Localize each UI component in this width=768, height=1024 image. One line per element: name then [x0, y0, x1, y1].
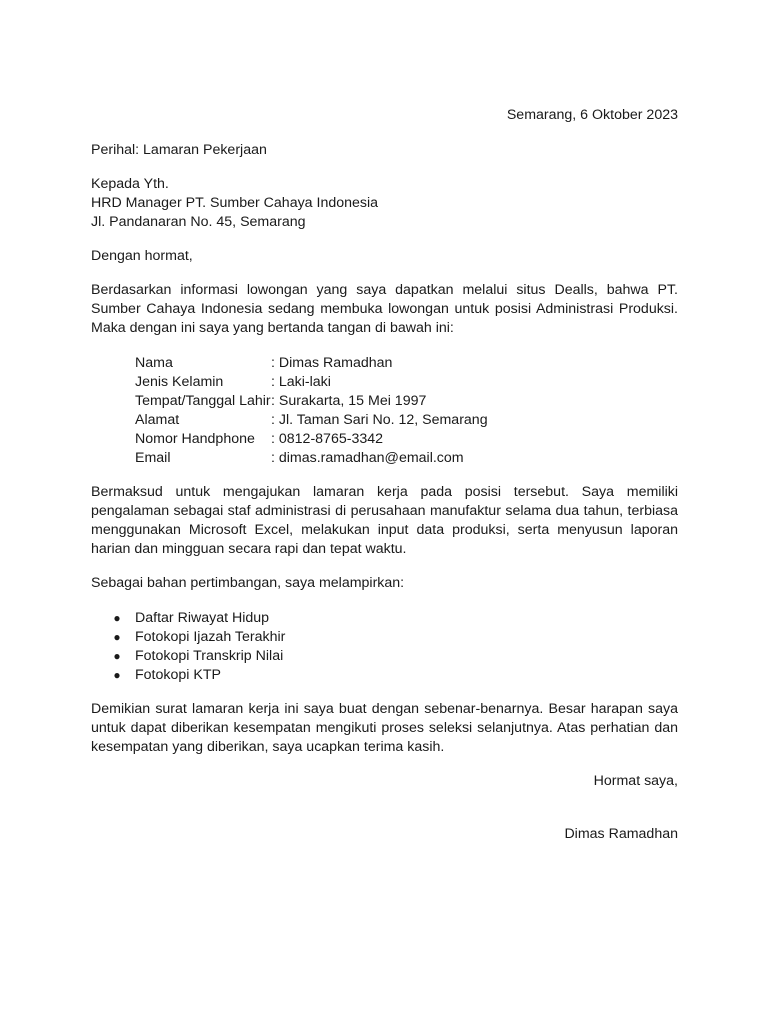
bullet-icon: ●: [113, 630, 121, 644]
applicant-details-table: [135, 354, 488, 468]
detail-label: Email: [135, 450, 171, 466]
detail-value: : Laki-laki: [271, 374, 331, 390]
attachment-label: Fotokopi Ijazah Terakhir: [135, 629, 286, 645]
detail-label: Alamat: [135, 412, 180, 428]
recipient-line-3: Jl. Pandanaran No. 45, Semarang: [91, 214, 306, 230]
detail-row: [135, 373, 488, 392]
closing-paragraph: Demikian surat lamaran kerja ini saya buat dengan sebenar-benarnya. Besar harapan saya untuk dapat diberikan kesempatan mengikuti proses seleksi selanjutnya. Atas perhatian dan kesempatan yang diberikan, saya ucapkan terima kasih.: [91, 701, 678, 755]
detail-row: [135, 430, 488, 449]
list-item: [91, 666, 678, 685]
detail-value: : Jl. Taman Sari No. 12, Semarang: [271, 412, 488, 428]
detail-label: Jenis Kelamin: [135, 374, 224, 390]
detail-row: [135, 354, 488, 373]
detail-row: [135, 411, 488, 430]
detail-value: : 0812-8765-3342: [271, 431, 384, 447]
detail-label: Nama: [135, 355, 173, 371]
closing-salutation: Hormat saya,: [593, 773, 678, 789]
bullet-icon: ●: [113, 649, 121, 663]
greeting: Dengan hormat,: [91, 248, 193, 264]
recipient-line-1: Kepada Yth.: [91, 176, 169, 192]
bullet-icon: ●: [113, 611, 121, 625]
intro-paragraph: Berdasarkan informasi lowongan yang saya dapatkan melalui situs Dealls, bahwa PT. Sumber Cahaya Indonesia sedang membuka lowongan untuk posisi Administrasi Produksi. Maka dengan ini saya yang bertanda tangan di bawah ini:: [91, 282, 678, 336]
attachment-label: Fotokopi Transkrip Nilai: [135, 648, 284, 664]
detail-row: [135, 449, 488, 468]
detail-value: : Surakarta, 15 Mei 1997: [271, 393, 427, 409]
bullet-icon: ●: [113, 668, 121, 682]
recipient-line-2: HRD Manager PT. Sumber Cahaya Indonesia: [91, 195, 379, 211]
attachments-intro: Sebagai bahan pertimbangan, saya melampirkan:: [91, 575, 405, 591]
list-item: [91, 609, 678, 628]
detail-label: Nomor Handphone: [135, 431, 255, 447]
letter-subject: Perihal: Lamaran Pekerjaan: [91, 142, 267, 158]
detail-label: Tempat/Tanggal Lahir: [135, 393, 271, 409]
detail-value: : Dimas Ramadhan: [271, 355, 393, 371]
detail-value: : dimas.ramadhan@email.com: [271, 450, 464, 466]
attachments-list: [91, 609, 678, 685]
attachment-label: Fotokopi KTP: [135, 667, 221, 683]
signature-name: Dimas Ramadhan: [564, 826, 678, 842]
list-item: [91, 647, 678, 666]
recipient-block: [91, 175, 678, 232]
letter-document: [91, 106, 678, 844]
attachment-label: Daftar Riwayat Hidup: [135, 610, 270, 626]
detail-row: [135, 392, 488, 411]
letter-date: Semarang, 6 Oktober 2023: [506, 107, 678, 123]
experience-paragraph: Bermaksud untuk mengajukan lamaran kerja pada posisi tersebut. Saya memiliki pengalaman sebagai staf administrasi di perusahaan manufaktur selama dua tahun, terbiasa menggunakan Microsoft Excel, melakukan input data produksi, serta menyusun laporan harian dan mingguan secara rapi dan tepat waktu.: [91, 484, 678, 557]
list-item: [91, 628, 678, 647]
